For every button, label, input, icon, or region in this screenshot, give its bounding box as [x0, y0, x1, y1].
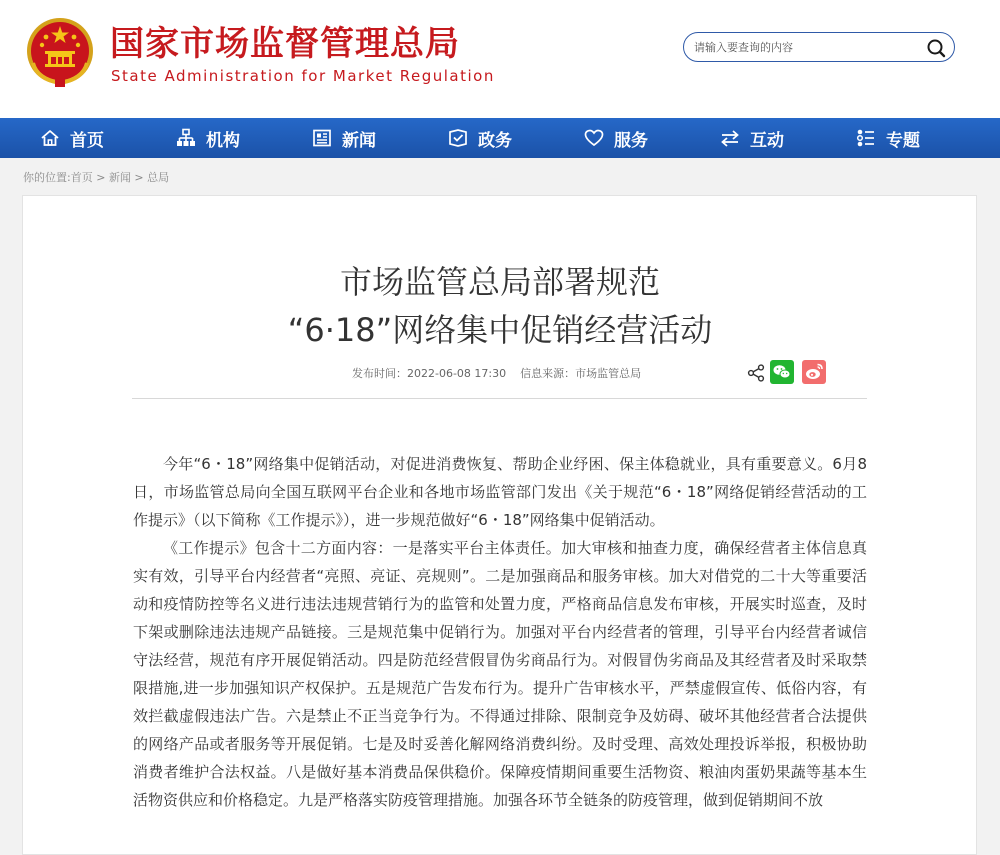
search-box	[683, 32, 955, 62]
nav-label: 互动	[750, 130, 784, 151]
share-icon[interactable]	[747, 364, 765, 382]
site-subtitle-en: State Administration for Market Regulation	[111, 67, 495, 85]
article-title-line1: 市场监管总局部署规范	[339, 263, 660, 301]
nav-label: 首页	[70, 130, 104, 151]
org-chart-icon	[176, 128, 196, 148]
breadcrumb	[23, 170, 169, 186]
nav-item-service[interactable]	[584, 118, 648, 158]
nav-item-home[interactable]	[40, 118, 104, 158]
government-affairs-icon	[448, 128, 468, 148]
source-info	[520, 367, 641, 380]
article-title	[0, 258, 1000, 354]
home-icon	[40, 128, 60, 148]
nav-item-org[interactable]	[176, 118, 240, 158]
nav-label: 政务	[478, 130, 512, 151]
exchange-arrows-icon	[720, 128, 740, 148]
article-paragraph: 今年“6・18”网络集中促销活动，对促进消费恢复、帮助企业纾困、保主体稳就业，具有重要意义。6月8日，市场监管总局向全国互联网平台企业和各地市场监管部门发出《关于规范“6・18”网络促销经营活动的工作提示》（以下简称《工作提示》），进一步规范做好“6・18”网络集中促销活动。	[133, 455, 867, 529]
breadcrumb-item-news[interactable]: 新闻	[108, 171, 131, 184]
site-header	[0, 0, 1000, 118]
wechat-icon[interactable]	[770, 360, 794, 384]
weibo-icon[interactable]	[802, 360, 826, 384]
nav-item-news[interactable]	[312, 118, 376, 158]
article-meta	[352, 366, 655, 382]
search-icon[interactable]	[926, 38, 946, 58]
breadcrumb-separator: >	[92, 171, 109, 184]
nav-item-interaction[interactable]	[720, 118, 784, 158]
breadcrumb-separator: >	[130, 171, 148, 184]
publish-label: 发布时间：	[352, 367, 407, 380]
article-title-line2: “6·18”网络集中促销经营活动	[287, 311, 713, 349]
topics-icon	[856, 128, 876, 148]
article-paragraph: 《工作提示》包含十二方面内容：一是落实平台主体责任。加大审核和抽查力度，确保经营者主体信息真实有效，引导平台内经营者“亮照、亮证、亮规则”。二是加强商品和服务审核。加大对借党的二十大等重要活动和疫情防控等名义进行违法违规营销行为的监管和处置力度，严格商品信息发布审核，开展实时巡查，及时下架或删除违法违规产品链接。三是规范集中促销行为。加强对平台内经营者的管理，引导平台内经营者诚信守法经营，规范有序开展促销活动。四是防范经营假冒伪劣商品行为。对假冒伪劣商品及其经营者及时采取禁限措施,进一步加强知识产权保护。五是规范广告发布行为。提升广告审核水平，严禁虚假宣传、低俗内容，有效拦截虚假违法广告。六是禁止不正当竞争行为。不得通过排除、限制竞争及妨碍、破坏其他经营者合法提供的网络产品或者服务等开展促销。七是及时妥善化解网络消费纠纷。及时受理、高效处理投诉举报，积极协助消费者维护合法权益。八是做好基本消费品保供稳价。保障疫情期间重要生活物资、粮油肉蛋奶果蔬等基本生活物资供应和价格稳定。九是严格落实防疫管理措施。加强各环节全链条的防疫管理，做到促销期间不放	[133, 539, 867, 809]
search-input[interactable]	[694, 37, 914, 57]
article-body	[133, 450, 867, 814]
nav-item-topics[interactable]	[856, 118, 920, 158]
nav-label: 专题	[886, 130, 920, 151]
site-title[interactable]: 国家市场监督管理总局	[110, 24, 460, 64]
publish-info	[352, 367, 506, 380]
title-divider	[132, 398, 867, 399]
breadcrumb-item-home[interactable]: 首页	[70, 171, 93, 184]
breadcrumb-item-bureau[interactable]: 总局	[147, 171, 170, 184]
heart-icon	[584, 128, 604, 148]
national-emblem-icon[interactable]	[25, 17, 95, 89]
breadcrumb-prefix: 你的位置:	[23, 171, 71, 184]
main-nav	[0, 118, 1000, 158]
source-label: 信息来源：	[520, 367, 576, 380]
publish-time: 2022-06-08 17:30	[407, 367, 507, 380]
news-icon	[312, 128, 332, 148]
nav-label: 新闻	[342, 130, 376, 151]
nav-label: 机构	[206, 130, 240, 151]
nav-item-affairs[interactable]	[448, 118, 512, 158]
nav-label: 服务	[614, 130, 648, 151]
source-value: 市场监管总局	[575, 367, 642, 380]
